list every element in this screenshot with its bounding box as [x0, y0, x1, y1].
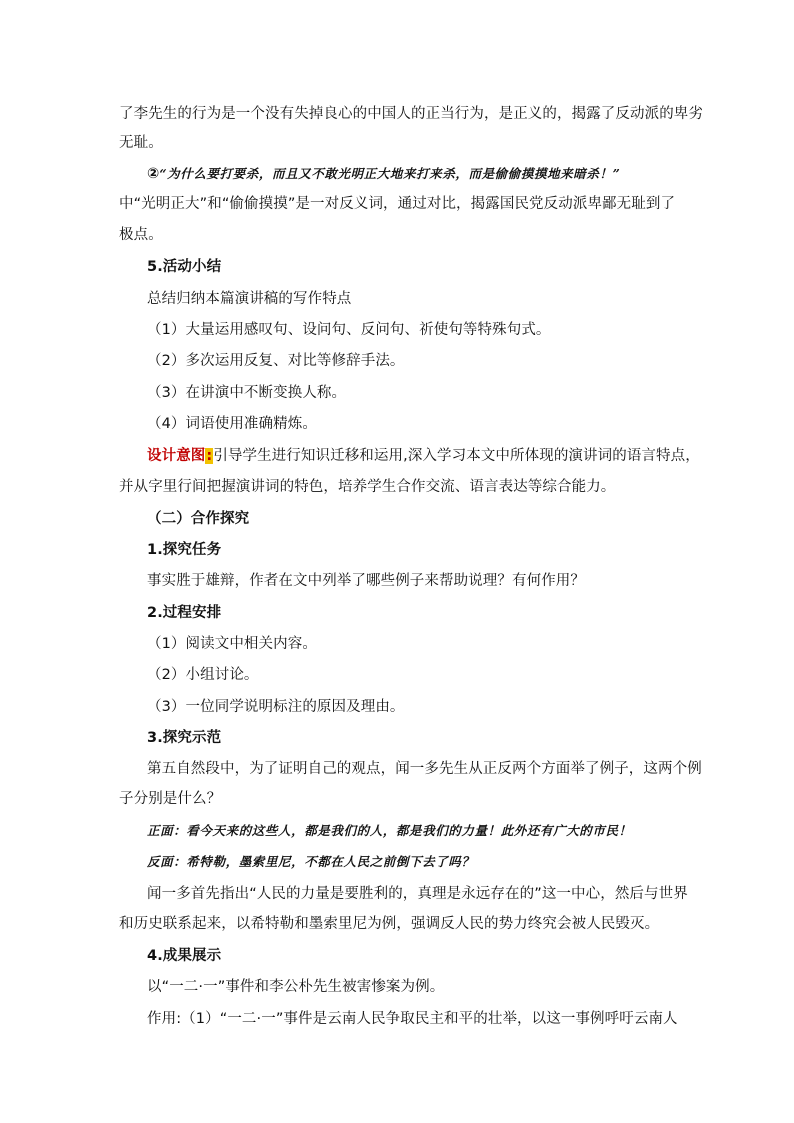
- paragraph-line: 子分别是什么？: [119, 791, 222, 807]
- summary-item-3: （3）在讲演中不断变换人称。: [147, 385, 347, 401]
- design-intent-label: 设计意图: [147, 448, 206, 464]
- design-intent: [147, 445, 700, 467]
- process-item-3: （3）一位同学说明标注的原因及理由。: [147, 699, 405, 715]
- negative-example: 反面：希特勒，墨索里尼，不都在人民之前倒下去了吗？: [147, 854, 475, 869]
- paragraph-line: 并从字里行间把握演讲词的特色，培养学生合作交流、语言表达等综合能力。: [119, 479, 616, 495]
- section-heading-task: 1.探究任务: [147, 542, 222, 558]
- quote-number: ②: [147, 166, 160, 182]
- process-item-1: （1）阅读文中相关内容。: [147, 636, 317, 652]
- design-intent-text: 引导学生进行知识迁移和运用,深入学习本文中所体现的演讲词的语言特点，: [213, 448, 700, 464]
- summary-item-2: （2）多次运用反复、对比等修辞手法。: [147, 353, 405, 369]
- effect-text: 作用:（1）“一二·一”事件是云南人民争取民主和平的壮举，以这一事例呼吁云南人: [147, 1011, 678, 1027]
- paragraph-line: 了李先生的行为是一个没有失掉良心的中国人的正当行为，是正义的，揭露了反动派的卑劣: [119, 106, 703, 122]
- paragraph-line: 和历史联系起来，以希特勒和墨索里尼为例，强调反人民的势力终究会被人民毁灭。: [119, 916, 660, 932]
- paragraph-line: 中“光明正大”和“偷偷摸摸”是一对反义词，通过对比，揭露国民党反动派卑鄙无耻到了: [119, 196, 676, 212]
- quote-text: “为什么要打要杀，而且又不敢光明正大地来打来杀，而是偷偷摸摸地来暗杀！”: [159, 166, 621, 181]
- quote-2: [147, 163, 620, 185]
- summary-item-1: （1）大量运用感叹句、设问句、反问句、祈使句等特殊句式。: [147, 322, 551, 338]
- paragraph-line: 闻一多首先指出“人民的力量是要胜利的，真理是永远存在的”这一中心，然后与世界: [147, 886, 688, 902]
- process-item-2: （2）小组讨论。: [147, 667, 259, 683]
- section-heading-process: 2.过程安排: [147, 605, 222, 621]
- paragraph-line: 极点。: [119, 227, 163, 243]
- summary-item-4: （4）词语使用准确精炼。: [147, 416, 317, 432]
- section-heading-coop: （二）合作探究: [147, 511, 250, 527]
- section-heading-summary: 5.活动小结: [147, 259, 222, 275]
- paragraph-line: 无耻。: [119, 135, 163, 151]
- highlight-marker: :: [206, 448, 213, 464]
- task-text: 事实胜于雄辩，作者在文中列举了哪些例子来帮助说理？有何作用？: [147, 573, 585, 589]
- section-heading-result: 4.成果展示: [147, 948, 222, 964]
- paragraph-line: 第五自然段中，为了证明自己的观点，闻一多先生从正反两个方面举了例子，这两个例: [147, 761, 702, 777]
- summary-intro: 总结归纳本篇演讲稿的写作特点: [147, 291, 352, 307]
- positive-example: 正面：看今天来的这些人，都是我们的人，都是我们的力量！此外还有广大的市民！: [147, 823, 632, 838]
- result-text: 以“一二·一”事件和李公朴先生被害惨案为例。: [147, 979, 445, 995]
- section-heading-demo: 3.探究示范: [147, 730, 222, 746]
